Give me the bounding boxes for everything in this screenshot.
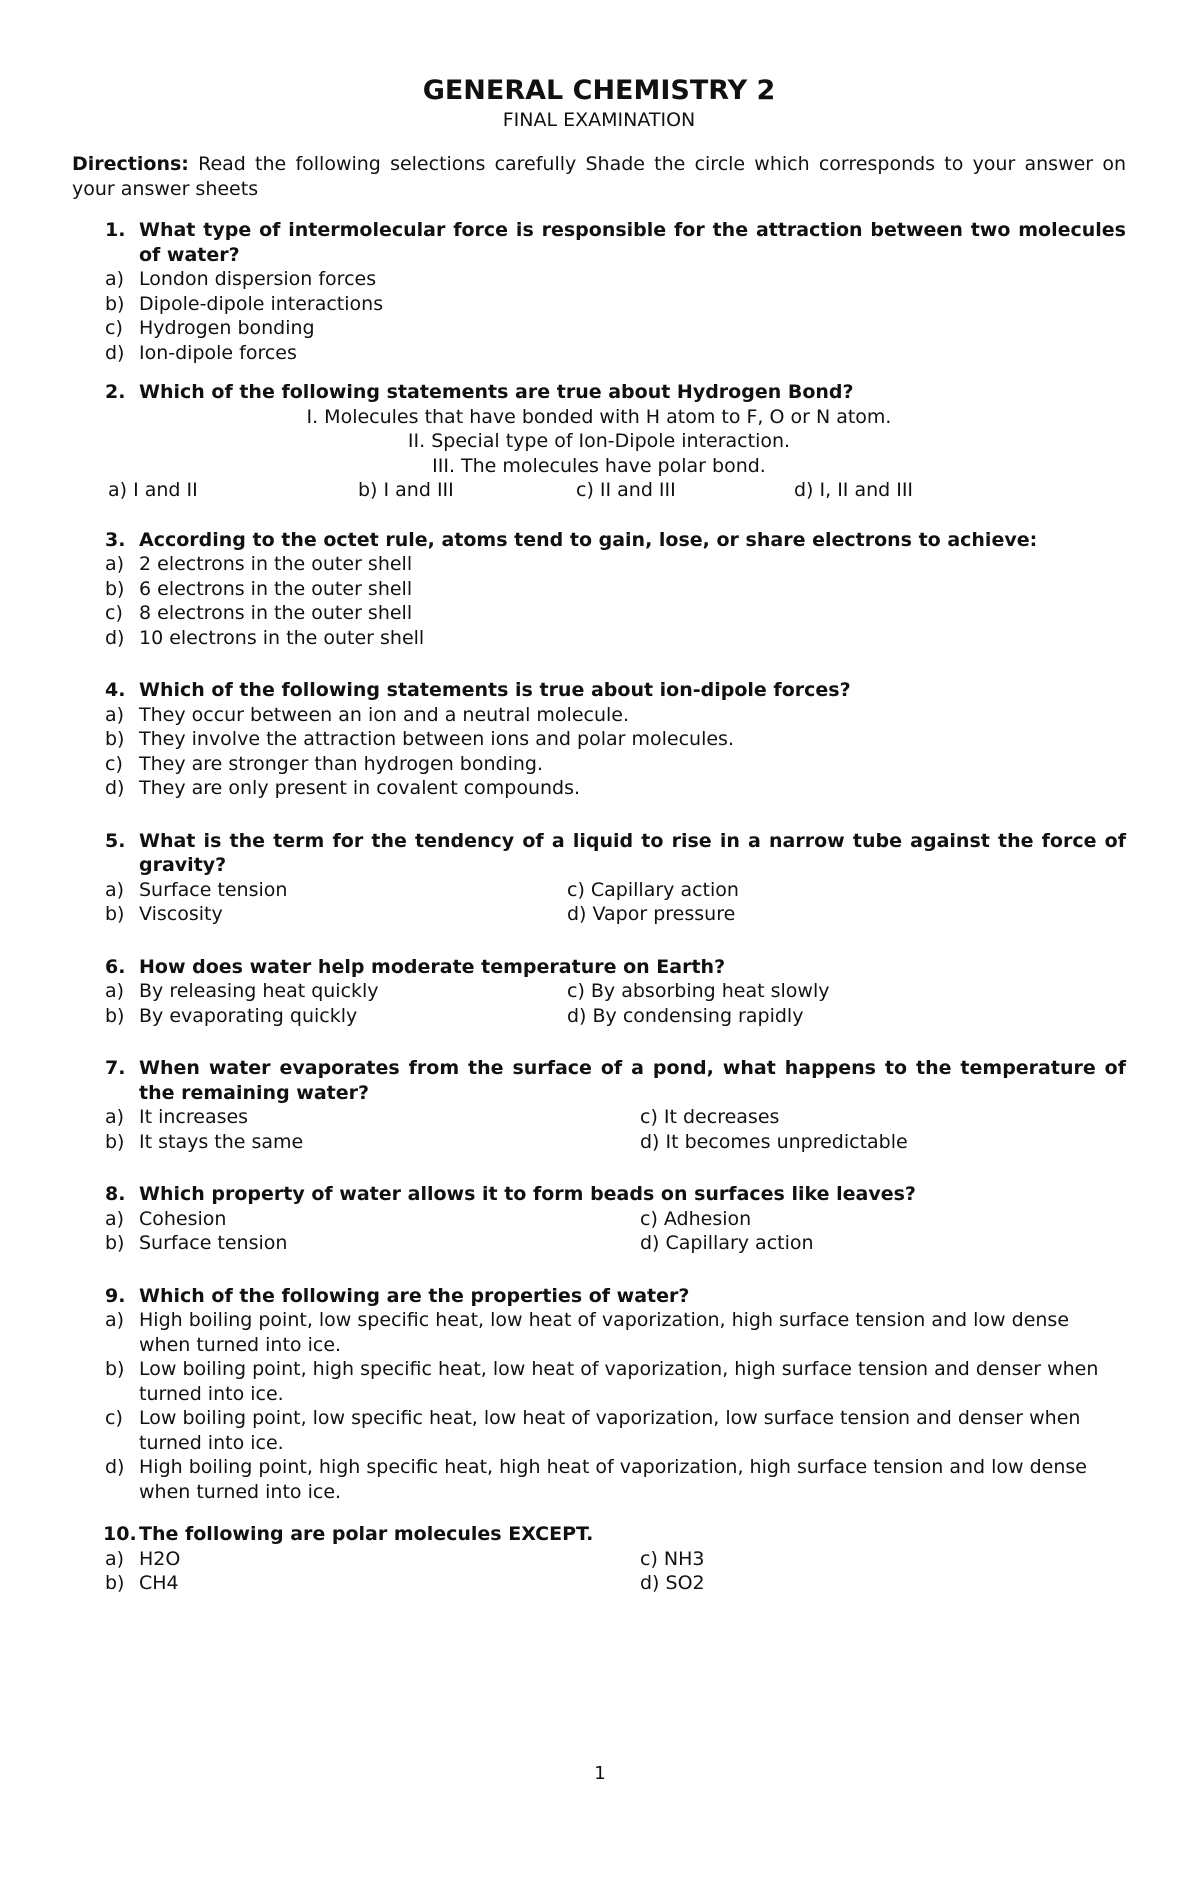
- option-b: It stays the same: [139, 1130, 304, 1153]
- question-6: [72, 955, 1126, 1029]
- question-5: [72, 829, 1126, 927]
- option-c: c) 8 electrons in the outer shell: [105, 602, 413, 624]
- option-b: By evaporating quickly: [139, 1004, 358, 1027]
- question-10: [72, 1522, 1126, 1596]
- question-text: The following are polar molecules EXCEPT.: [139, 1523, 594, 1545]
- option-a: Cohesion: [139, 1207, 227, 1230]
- question-number: 6.: [105, 955, 126, 978]
- option-a: a) High boiling point, low specific heat, low heat of vaporization, high surface tension and low dense when turned into ice.: [105, 1309, 1070, 1356]
- option-row: b) CH4 d) SO2: [105, 1572, 705, 1594]
- option-b: b) 6 electrons in the outer shell: [105, 577, 413, 600]
- option-c: c) They are stronger than hydrogen bonding.: [105, 752, 544, 775]
- question-text: Which property of water allows it to form beads on surfaces like leaves?: [139, 1183, 916, 1205]
- statement-2: II. Special type of Ion-Dipole interaction.: [407, 430, 791, 452]
- option-a: By releasing heat quickly: [139, 980, 379, 1002]
- option-a: a) London dispersion forces: [105, 268, 377, 290]
- choice-b: b) I and III: [358, 479, 454, 501]
- option-d: d) Ion-dipole forces: [105, 341, 297, 364]
- exam-page: [72, 74, 1126, 1611]
- option-row: a) Cohesion c) Adhesion: [105, 1207, 752, 1230]
- question-number: 4.: [105, 679, 126, 701]
- directions-label: Directions:: [72, 153, 189, 175]
- question-3: [72, 528, 1126, 651]
- question-4: [72, 678, 1126, 801]
- option-b: Viscosity: [139, 903, 223, 925]
- question-text: Which of the following are the properties of water?: [139, 1284, 690, 1307]
- option-d: d) Capillary action: [640, 1232, 814, 1254]
- option-b: b) They involve the attraction between ions and polar molecules.: [105, 728, 734, 750]
- question-number: 1.: [105, 219, 126, 241]
- option-row: a) Surface tension c) Capillary action: [105, 878, 739, 901]
- statement-3: III. The molecules have polar bond.: [432, 454, 766, 477]
- option-c: c) Adhesion: [640, 1207, 752, 1230]
- question-text: What is the term for the tendency of a liquid to rise in a narrow tube against the force of gravity?: [139, 829, 1126, 876]
- option-d: d) They are only present in covalent compounds.: [105, 777, 581, 799]
- directions: [72, 152, 1126, 201]
- option-c: c) Low boiling point, low specific heat, low heat of vaporization, low surface tension and denser when turned into ice.: [105, 1407, 1081, 1454]
- option-b: b) Dipole-dipole interactions: [105, 292, 384, 315]
- option-c: c) By absorbing heat slowly: [567, 980, 830, 1002]
- option-a: a) They occur between an ion and a neutral molecule.: [105, 703, 630, 726]
- choice-a: a) I and II: [108, 479, 198, 501]
- option-d: d) SO2: [640, 1572, 705, 1594]
- question-text: When water evaporates from the surface of a pond, what happens to the temperature of the remaining water?: [139, 1057, 1126, 1104]
- option-b: b) Low boiling point, high specific heat, low heat of vaporization, high surface tension and denser when turned into ice.: [105, 1358, 1099, 1405]
- option-c: c) NH3: [640, 1547, 705, 1570]
- option-c: c) It decreases: [640, 1106, 780, 1128]
- option-d: d) 10 electrons in the outer shell: [105, 626, 425, 649]
- directions-text: Read the following selections carefully Shade the circle which corresponds to your answer on your answer sheets: [72, 153, 1126, 200]
- question-number: 9.: [105, 1284, 126, 1307]
- question-7: [72, 1056, 1126, 1154]
- option-c: c) Hydrogen bonding: [105, 317, 315, 339]
- option-d: d) Vapor pressure: [567, 903, 736, 925]
- question-2: [72, 380, 1126, 503]
- option-row: b) Viscosity d) Vapor pressure: [105, 903, 736, 925]
- page-number: 1: [594, 1763, 606, 1784]
- option-row: a) By releasing heat quickly c) By absorbing heat slowly: [105, 980, 830, 1002]
- option-a: Surface tension: [139, 878, 288, 901]
- page-title: GENERAL CHEMISTRY 2: [422, 75, 776, 106]
- choice-d: d) I, II and III: [794, 479, 914, 501]
- option-d: d) It becomes unpredictable: [640, 1130, 908, 1153]
- option-row: a) It increases c) It decreases: [105, 1106, 780, 1128]
- option-d: d) By condensing rapidly: [567, 1004, 804, 1027]
- question-number: 8.: [105, 1183, 126, 1205]
- question-8: [72, 1182, 1126, 1256]
- option-a: H2O: [139, 1547, 181, 1570]
- question-number: 3.: [105, 528, 126, 551]
- question-number: 7.: [105, 1057, 126, 1079]
- question-9: [72, 1284, 1126, 1505]
- question-text: What type of intermolecular force is responsible for the attraction between two molecules of water?: [139, 219, 1126, 266]
- option-row: a) H2O c) NH3: [105, 1547, 705, 1570]
- page-subtitle: FINAL EXAMINATION: [502, 109, 696, 131]
- option-b: Surface tension: [139, 1232, 288, 1254]
- option-d: d) High boiling point, high specific heat, high heat of vaporization, high surface tension and low dense when turned into ice.: [105, 1456, 1087, 1503]
- option-b: CH4: [139, 1572, 179, 1594]
- option-a: It increases: [139, 1106, 249, 1128]
- statement-1: I. Molecules that have bonded with H atom to F, O or N atom.: [306, 405, 892, 428]
- option-c: c) Capillary action: [567, 878, 739, 901]
- option-row: b) Surface tension d) Capillary action: [105, 1232, 814, 1254]
- question-number: 2.: [105, 381, 126, 403]
- option-row: b) By evaporating quickly d) By condensing rapidly: [105, 1004, 804, 1027]
- choice-c: c) II and III: [576, 479, 676, 501]
- question-number: 10.: [103, 1523, 137, 1545]
- choice-row: [108, 478, 1126, 503]
- question-number: 5.: [105, 829, 126, 852]
- statement-list: [72, 405, 1126, 479]
- question-text: Which of the following statements are true about Hydrogen Bond?: [139, 381, 854, 403]
- option-row: b) It stays the same d) It becomes unpredictable: [105, 1130, 908, 1153]
- question-text: How does water help moderate temperature on Earth?: [139, 955, 726, 978]
- question-1: [72, 218, 1126, 365]
- question-text: According to the octet rule, atoms tend to gain, lose, or share electrons to achieve:: [139, 528, 1038, 551]
- question-text: Which of the following statements is true about ion-dipole forces?: [139, 679, 851, 701]
- option-a: a) 2 electrons in the outer shell: [105, 553, 413, 575]
